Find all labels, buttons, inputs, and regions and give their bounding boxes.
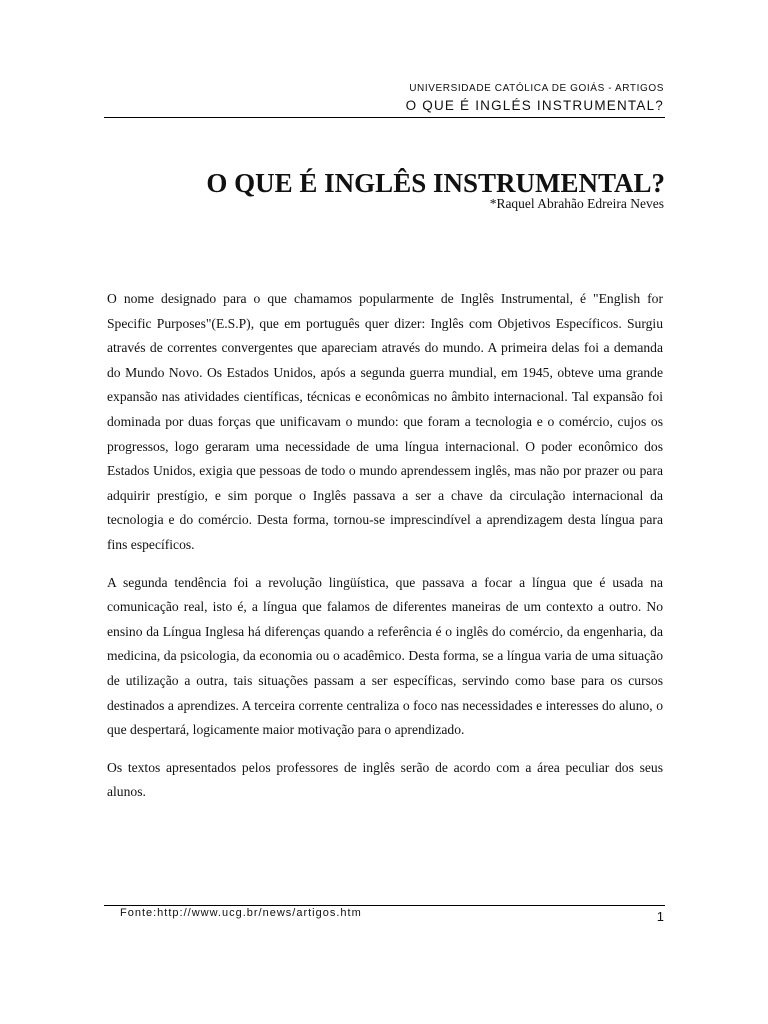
header-running-title: O QUE É INGLÉS INSTRUMENTAL?	[405, 98, 664, 113]
article-author: *Raquel Abrahão Edreira Neves	[489, 196, 664, 211]
header-divider	[104, 117, 665, 118]
footer-source: Fonte:http://www.ucg.br/news/artigos.htm	[120, 907, 362, 919]
header-institution: UNIVERSIDADE CATÓLICA DE GOIÁS - ARTIGOS	[409, 83, 664, 94]
article-body	[107, 287, 663, 818]
paragraph-2: A segunda tendência foi a revolução lingüística, que passava a focar a língua que é usada na comunicação real, isto é, a língua que falamos de diferentes maneiras de um contexto a outro. No ensino da Língua Inglesa há diferenças quando a referência é o inglês do comércio, da engenharia, da medicina, da psicologia, da economia ou o acadêmico. Desta forma, se a língua varia de uma situação de utilização a outra, tais situações passam a ser específicas, servindo como base para os cursos destinados a aprendizes. A terceira corrente centraliza o foco nas necessidades e interesses do aluno, o que despertará, logicamente maior motivação para o aprendizado.	[107, 574, 663, 738]
paragraph-1: O nome designado para o que chamamos popularmente de Inglês Instrumental, é "English for Specific Purposes"(E.S.P), que em português quer dizer: Inglês com Objetivos Específicos. Surgiu através de correntes convergentes que apareciam através do mundo. A primeira delas foi a demanda do Mundo Novo. Os Estados Unidos, após a segunda guerra mundial, em 1945, obteve uma grande expansão nas atividades científicas, técnicas e econômicas no âmbito internacional. Tal expansão foi dominada por duas forças que unificavam o mundo: que foram a tecnologia e o comércio, cujos os progressos, logo geraram uma necessidade de uma língua internacional. O poder econômico dos Estados Unidos, exigia que pessoas de todo o mundo aprendessem inglês, mas não por prazer ou para adquirir prestígio, e sim porque o Inglês passava a ser a chave da circulação internacional da tecnologia e do comércio. Desta forma, tornou-se imprescindível a aprendizagem desta língua para fins específicos.	[107, 291, 663, 552]
article-title: O QUE É INGLÊS INSTRUMENTAL?	[206, 168, 665, 198]
footer-divider	[104, 905, 665, 906]
page-number: 1	[656, 909, 664, 924]
paragraph-3: Os textos apresentados pelos professores de inglês serão de acordo com a área peculiar dos seus alunos.	[107, 759, 663, 800]
